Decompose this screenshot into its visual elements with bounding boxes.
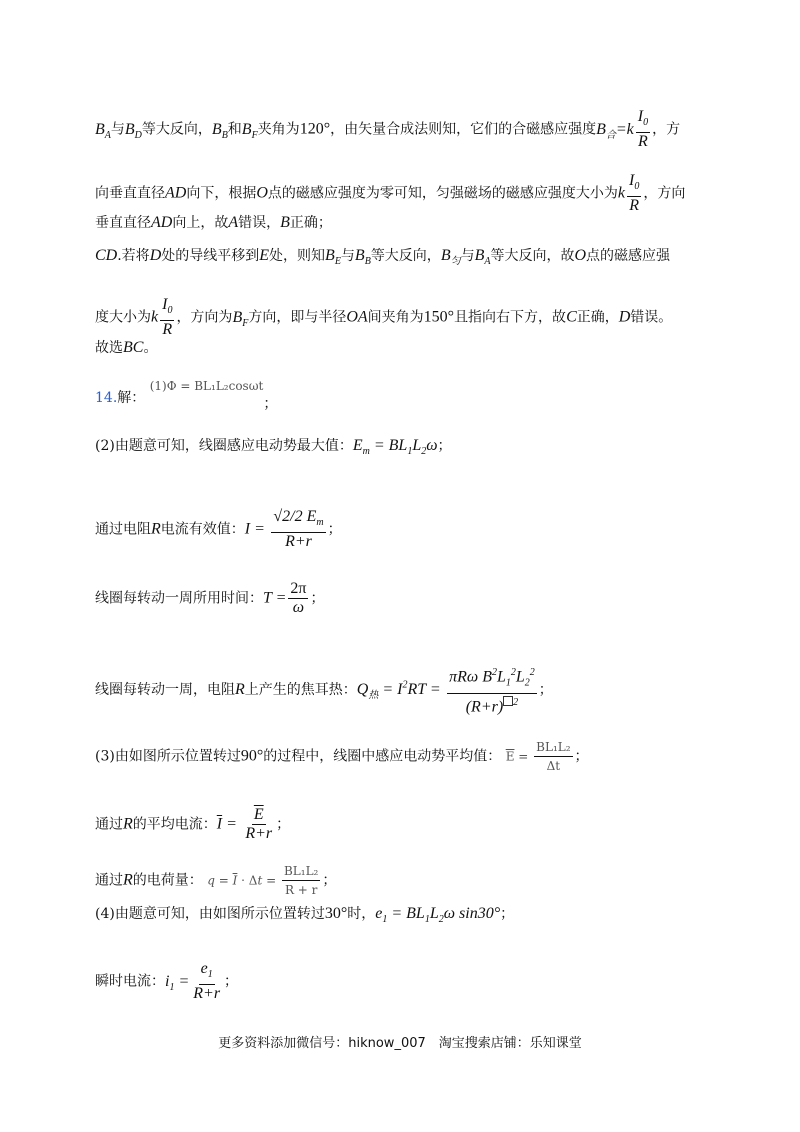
para-line-6: 故选BC。 <box>95 339 158 356</box>
fraction-i0-r: $\frac{I_0}{R}$ <box>637 108 649 151</box>
formula-image-1: (1)Φ = BL₁L₂cosωt <box>149 379 264 393</box>
fraction-i0-r-2: $\frac{I_0}{R}$ <box>629 172 640 215</box>
para-line-2: 向垂直直径AD向下，根据O点的磁感应强度为零可知，匀强磁场的磁感应强度大小为k $\frac{I_0}{R}$ ，方向 <box>95 172 686 215</box>
step-period: 线圈每转动一周所用时间：T = $\frac{2\pi}{\omega}$ ； <box>95 580 325 616</box>
step-2: (2)由题意可知，线圈感应电动势最大值：$E_m = BL_1L_2\omega$； <box>95 437 452 458</box>
placeholder-box <box>503 696 513 706</box>
para-line-1: $B_A$与$B_D$等大反向，$B_B$和$B_F$夹角为120°，由矢量合成法则知，它们的合磁感应强度$B_合=k$ $\frac{I_0}{R}$ ，方 <box>95 108 681 151</box>
fraction-heat: $\frac{\pi R\omega B^2L_1^2L_2^2}{(R+r) ^2}$ <box>447 664 537 716</box>
step-3: (3)由如图所示位置转过90°的过程中，线圈中感应电动势平均值： $\overline{E}$ = $\frac{\text{BL₁L₂}}{\Delta t}$ ； <box>95 740 589 773</box>
fraction-avg-current: $\frac{\overline{E}}{R+r}$ <box>245 806 273 842</box>
step-effective-current: 通过电阻R电流有效值：I = $\frac{√2/2 E_m}{R+r}$ ； <box>95 508 342 551</box>
fraction-charge: $\frac{\text{BL₁L₂}}{R + r}$ <box>283 864 319 897</box>
fraction-i0-r-3: $\frac{I_0}{R}$ <box>162 296 173 339</box>
step-heat: 线圈每转动一周，电阻R上产生的焦耳热：$Q_热 = I^2RT$ = $\frac{\pi R\omega B^2L_1^2L_2^2}{(R+r) ^2}$ ； <box>95 664 553 716</box>
para-line-3: 垂直直径AD向上，故A错误，B正确； <box>95 214 332 231</box>
fraction-avg-emf: $\frac{\text{BL₁L₂}}{\Delta t}$ <box>536 740 571 773</box>
para-line-5: 度大小为k $\frac{I_0}{R}$ ，方向为$B_F$方向，即与半径OA间夹角为150°且指向右下方，故C正确，D错误。 <box>95 296 673 339</box>
fraction-instant-current: $\frac{e_1}{R+r}$ <box>193 960 221 1003</box>
fraction-period: $\frac{2\pi}{\omega}$ <box>290 580 307 616</box>
step-instant-current: 瞬时电流：$i_1$ = $\frac{e_1}{R+r}$ ； <box>95 960 239 1003</box>
question-14: 14.解： (1)Φ = BL₁L₂cosωt； <box>95 379 278 412</box>
step-charge: 通过R的电荷量： $q = \overline{I} \cdot \Delta t$ = $\frac{\text{BL₁L₂}}{R + r}$ ； <box>95 864 337 897</box>
page-footer: 更多资料添加微信号：hiknow_007 淘宝搜索店铺：乐知课堂 <box>218 1036 582 1051</box>
question-number: 14. <box>95 390 118 406</box>
para-line-4: CD.若将D处的导线平移到E处，则知$B_E$与$B_B$等大反向，$B_匀$与$B_A$等大反向，故O点的磁感应强 <box>95 247 671 268</box>
step-avg-current: 通过R的平均电流：$\overline{I}$ = $\frac{\overline{E}}{R+r}$ ； <box>95 806 291 842</box>
fraction-effective-current: $\frac{√2/2 E_m}{R+r}$ <box>273 508 324 551</box>
step-4: (4)由题意可知，由如图所示位置转过30°时，$e_1 = BL_1L_2\omega$ sin30°； <box>95 905 515 926</box>
